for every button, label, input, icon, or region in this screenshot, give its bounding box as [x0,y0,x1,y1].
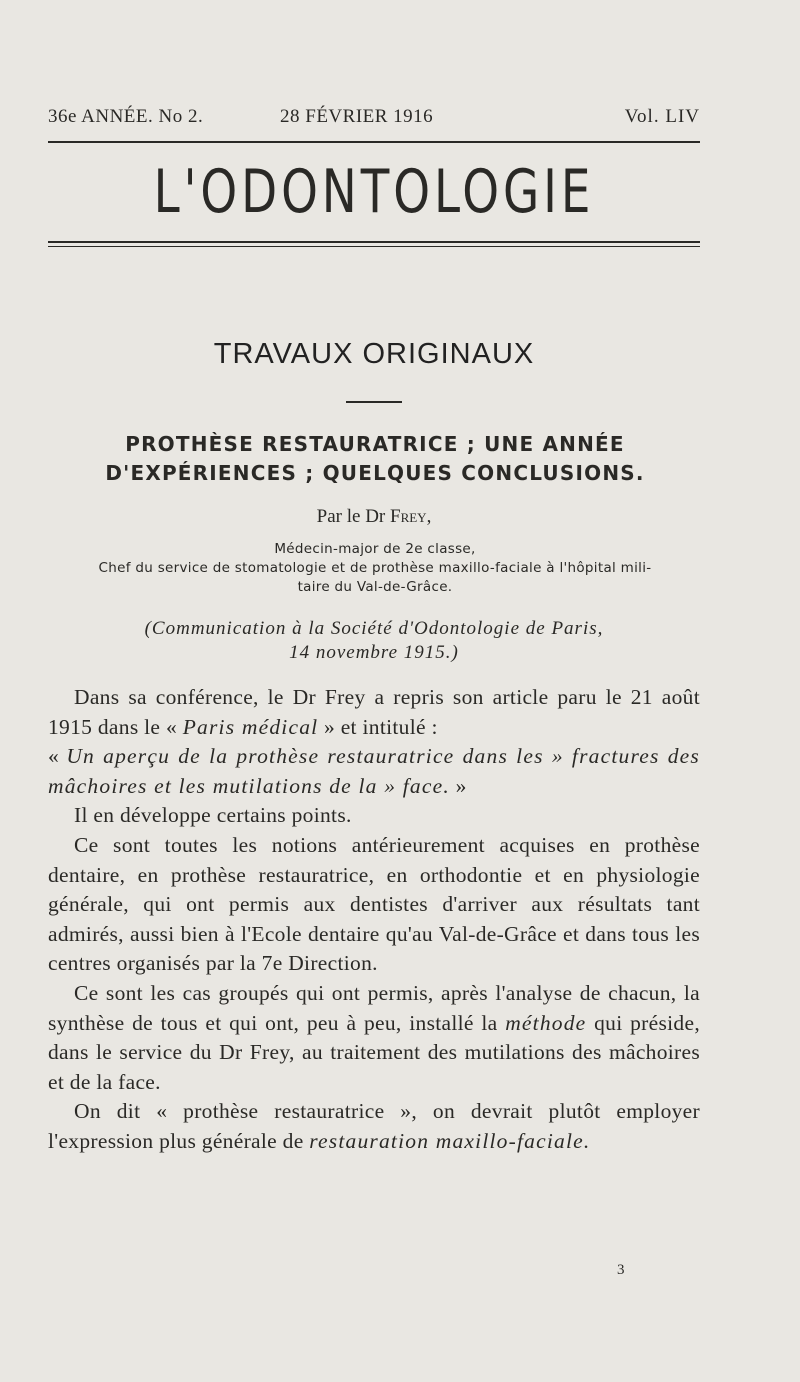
quote-mark: « [48,744,67,769]
body-paragraph: Ce sont toutes les notions antérieurement acquises en prothèse dentaire, en prothèse restauratrice, en orthodontie et en physiologie générale, qui ont permis aux dentistes d'arriver aux résultats tant admirés, aussi bien à l'Ecole dentaire qu'au Val-de-Grâce et dans tous les centres organisés par la 7e Direction. [48,832,700,976]
header-rule [48,141,700,143]
section-title: TRAVAUX ORIGINAUX [213,338,535,370]
masthead-rule-thick [48,241,700,243]
article-body [48,683,700,1157]
byline-prefix: Par le Dr [316,506,386,527]
author-name: Frey, [390,506,432,527]
volume-number: Vol. LIV [624,106,700,127]
quoted-title [48,742,700,801]
body-text-run: » et intitulé : [318,714,438,739]
byline [48,506,700,528]
communication-line: (Communication à la Société d'Odontologie de Paris, [144,618,604,639]
section-divider [346,401,402,403]
masthead-rule-thin [48,246,700,247]
article-title-line: D'EXPÉRIENCES ; QUELQUES CONCLUSIONS. [105,461,645,485]
body-text-run: On dit « prothèse restauratrice », on devrait plutôt employer l'expression plus générale de [48,1099,700,1153]
body-text-run: Dans sa conférence, le Dr Frey a repris son article paru le 21 août 1915 dans le « [48,685,700,739]
body-paragraph [48,1097,700,1156]
article-title-line: PROTHÈSE RESTAURATRICE ; UNE ANNÉE [125,432,625,456]
body-paragraph [48,683,700,742]
body-paragraph: Il en développe certains points. [74,803,352,828]
body-paragraph [48,979,700,1097]
emphasis-term: restauration maxillo-faciale. [309,1128,591,1153]
communication-line: 14 novembre 1915.) [289,642,459,663]
affiliation-line: Médecin-major de 2e classe, [274,541,476,557]
body-text-run: Ce sont les cas groupés qui ont permis, après l'analyse de chacun, la synthèse de tous et qui ont, peu à peu, installé la [48,980,700,1035]
affiliation-line: Chef du service de stomatologie et de prothèse maxillo-faciale à l'hôpital mili- [98,560,652,576]
emphasis-term: méthode [505,1010,587,1035]
journal-masthead: L'ODONTOLOGIE [153,157,595,227]
page-number: 3 [617,1262,625,1278]
quote-mark: » [449,773,467,798]
issue-date: 28 FÉVRIER 1916 [280,106,434,127]
affiliation-line: taire du Val-de-Grâce. [297,579,453,595]
issue-number: 36e ANNÉE. No 2. [48,106,204,127]
author-affiliation [40,540,710,597]
communication-note [48,617,700,665]
body-text-run: qui préside, dans le service du Dr Frey, au traitement des mutilations des mâchoires et de la face. [48,1010,700,1094]
quoted-article-title: Un aperçu de la prothèse restauratrice dans les » fractures des mâchoires et les mutilations de la » face. [48,744,700,798]
article-title [30,430,720,488]
running-header [48,106,700,136]
journal-reference: Paris médical [182,714,319,739]
